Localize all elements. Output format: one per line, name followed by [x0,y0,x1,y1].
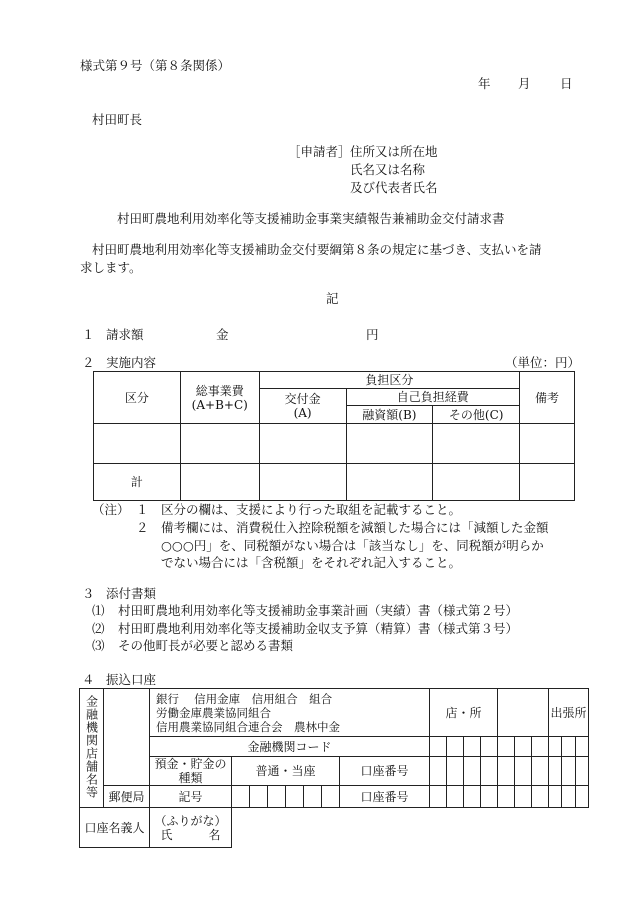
code-digit-4[interactable] [481,737,498,757]
kigou-label: 記号 [150,786,232,808]
cell-sonota[interactable] [433,424,520,464]
kigou-digit-5[interactable] [304,786,322,808]
item1-label: 請求額 [106,327,144,342]
col-kofu-code: (A) [293,406,312,420]
post-acct-digit-1[interactable] [430,786,447,808]
kigou-digit-2[interactable] [250,786,268,808]
code-digit-8[interactable] [549,737,562,757]
acct-digit-5[interactable] [498,757,515,786]
note1-number: １ [136,502,149,517]
body-text-line1: 村田町農地利用効率化等支援補助金交付要綱第８条の規定に基づき、支払いを請 [92,242,542,257]
bank-types-line2: 労働金庫農業協同組合 [156,705,271,720]
doc-3-text: その他町長が必要と認める書類 [118,638,294,653]
code-digit-6[interactable] [515,737,532,757]
item4-label: 振込口座 [106,672,157,687]
date-month: 月 [518,76,531,91]
note2-number: ２ [136,520,149,535]
cell-yushi-sum[interactable] [346,464,433,501]
item3-label: 添付書類 [106,586,157,601]
note2-text-line3: でない場合には「含税額」をそれぞれ記入すること。 [161,555,462,570]
bank-types-line1: 銀行 信用金庫 信用組合 組合 [156,691,333,706]
doc-3-mark: ⑶ [92,638,105,653]
kigou-digit-3[interactable] [268,786,286,808]
col-total-cost [180,372,259,424]
sub-branch-blank[interactable] [498,689,549,737]
kigou-digit-1[interactable] [232,786,250,808]
doc-1-text: 村田町農地利用効率化等支援補助金事業計画（実績）書（様式第２号） [118,603,519,618]
acct-digit-10[interactable] [575,757,588,786]
account-holder-label: 口座名義人 [80,808,150,848]
body-text-line2: 求します。 [80,260,142,275]
deposit-type-value[interactable]: 普通・当座 [232,757,340,786]
cell-kofu-sum[interactable] [259,464,346,501]
item2-unit: （単位：円） [505,355,581,370]
table-row-total [94,464,575,501]
note2-text-line1: 備考欄には、消費税仕入控除税額を減額した場合には「減額した金額 [161,520,549,535]
acct-digit-2[interactable] [447,757,464,786]
code-digit-3[interactable] [464,737,481,757]
acct-digit-4[interactable] [481,757,498,786]
cell-biko-sum[interactable] [520,464,575,501]
code-digit-1[interactable] [430,737,447,757]
code-digit-5[interactable] [498,737,515,757]
deposit-type-label: 預金・貯金の種類 [150,757,232,786]
acct-digit-7[interactable] [532,757,549,786]
post-acct-digit-4[interactable] [481,786,498,808]
applicant-address: 住所又は所在地 [350,144,438,159]
item2-number: ２ [82,355,95,370]
col-total-cost-label: 総事業費 [195,383,244,398]
col-kofu [259,389,346,424]
code-digit-9[interactable] [562,737,575,757]
acct-digit-3[interactable] [464,757,481,786]
col-futan: 負担区分 [259,372,519,389]
cell-biko[interactable] [520,424,575,464]
table-row-entry [94,424,575,464]
item4-number: ４ [82,672,95,687]
item1-number: １ [82,327,95,342]
applicant-tag: ［申請者］ [288,144,351,159]
doc-2-text: 村田町農地利用効率化等支援補助金収支予算（精算）書（様式第３号） [118,621,519,636]
post-acct-digit-10[interactable] [575,786,588,808]
post-acct-digit-7[interactable] [532,786,549,808]
cell-sonota-sum[interactable] [433,464,520,501]
doc-2-mark: ⑵ [92,621,105,636]
applicant-name: 氏名又は名称 [350,162,426,177]
code-digit-7[interactable] [532,737,549,757]
post-office-label: 郵便局 [104,786,150,808]
col-biko: 備考 [520,372,575,424]
bank-types-line3: 信用農業協同組合連合会 農林中金 [156,719,340,734]
cell-total-sum[interactable] [180,464,259,501]
note-prefix: （注） [92,502,130,517]
item3-number: ３ [82,586,95,601]
row-kei: 計 [94,464,181,501]
post-acct-digit-2[interactable] [447,786,464,808]
col-kofu-label: 交付金 [284,392,321,406]
item1-kin: 金 [216,327,229,342]
post-acct-digit-3[interactable] [464,786,481,808]
holder-name-labels [150,808,232,848]
acct-digit-1[interactable] [430,757,447,786]
form-number: 様式第９号（第８条関係） [80,58,231,73]
account-no-label-post: 口座番号 [340,786,430,808]
col-sonota: その他(C) [433,406,520,424]
bank-types [150,689,430,737]
post-acct-digit-5[interactable] [498,786,515,808]
acct-digit-8[interactable] [549,757,562,786]
bank-vertical-label [80,689,104,808]
post-acct-digit-9[interactable] [562,786,575,808]
code-digit-2[interactable] [447,737,464,757]
date-day: 日 [560,76,573,91]
cell-kubun[interactable] [94,424,181,464]
kigou-digit-6[interactable] [322,786,340,808]
acct-digit-6[interactable] [515,757,532,786]
bank-account-table [79,688,589,848]
col-kubun: 区分 [94,372,181,424]
kigou-digit-4[interactable] [286,786,304,808]
col-jiko: 自己負担経費 [346,389,520,406]
cell-kofu[interactable] [259,424,346,464]
col-yushi: 融資額(B) [346,406,433,424]
applicant-representative: 及び代表者氏名 [350,180,438,195]
note1-text: 区分の欄は、支援により行った取組を記載すること。 [161,502,462,517]
item2-label: 実施内容 [106,355,157,370]
cell-yushi[interactable] [346,424,433,464]
ki-heading: 記 [326,291,339,306]
account-no-label: 口座番号 [340,757,430,786]
doc-1-mark: ⑴ [92,603,105,618]
holder-name-label: 氏 名 [160,827,221,842]
item1-yen: 円 [366,327,379,342]
bank-code-label: 金融機関コード [150,737,430,757]
post-acct-digit-8[interactable] [549,786,562,808]
furigana-label: （ふりがな） [154,813,227,828]
note2-text-line2: ○○○円」を、同税額がない場合は「該当なし」を、同税額が明らか [161,538,544,553]
post-acct-digit-6[interactable] [515,786,532,808]
acct-digit-9[interactable] [562,757,575,786]
bank-name-blank[interactable] [104,689,150,786]
sub-branch-label: 出張所 [549,689,589,737]
bank-vertical-text: 金融機関店舗名等 [84,694,99,799]
col-total-cost-formula: (A+B+C) [191,397,248,412]
addressee: 村田町長 [92,112,143,127]
document-title: 村田町農地利用効率化等支援補助金事業実績報告兼補助金交付請求書 [117,211,505,226]
implementation-table [93,371,575,501]
branch-label: 店・所 [430,689,498,737]
date-year: 年 [478,76,491,91]
cell-total[interactable] [180,424,259,464]
code-digit-10[interactable] [575,737,588,757]
holder-name-blank[interactable] [232,808,549,848]
